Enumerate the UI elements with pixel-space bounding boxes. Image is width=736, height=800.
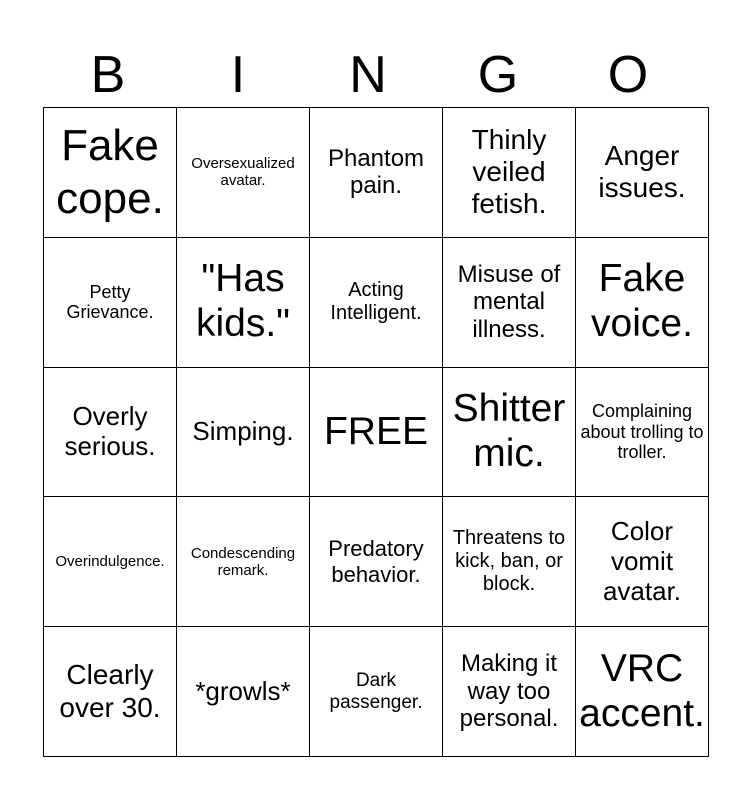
bingo-cell[interactable]: "Has kids." — [177, 237, 310, 367]
board-row-4 — [44, 497, 709, 627]
header-letter-i: I — [230, 46, 246, 104]
bingo-cell[interactable]: Clearly over 30. — [44, 627, 177, 757]
bingo-cell[interactable]: Overly serious. — [44, 367, 177, 497]
board-row-2 — [44, 237, 709, 367]
bingo-cell[interactable]: Condescending remark. — [177, 497, 310, 627]
bingo-cell[interactable]: Simping. — [177, 367, 310, 497]
board-row-3 — [44, 367, 709, 497]
bingo-cell[interactable]: Acting Intelligent. — [310, 237, 443, 367]
bingo-cell[interactable]: Predatory behavior. — [310, 497, 443, 627]
bingo-cell[interactable]: Overindulgence. — [44, 497, 177, 627]
bingo-cell[interactable]: Making it way too personal. — [443, 627, 576, 757]
bingo-cell[interactable]: *growls* — [177, 627, 310, 757]
bingo-board — [43, 107, 709, 757]
bingo-cell[interactable]: Fake voice. — [576, 237, 709, 367]
bingo-cell[interactable]: Fake cope. — [44, 108, 177, 238]
bingo-cell[interactable]: Petty Grievance. — [44, 237, 177, 367]
bingo-cell[interactable]: Phantom pain. — [310, 108, 443, 238]
free-space[interactable]: FREE — [310, 367, 443, 497]
header-letter-b: B — [90, 46, 126, 104]
bingo-cell[interactable]: Oversexualized avatar. — [177, 108, 310, 238]
bingo-cell[interactable]: Misuse of mental illness. — [443, 237, 576, 367]
header-letter-n: N — [349, 46, 387, 104]
header-letter-g: G — [477, 46, 519, 104]
bingo-cell[interactable]: Shitter mic. — [443, 367, 576, 497]
bingo-header — [43, 42, 693, 108]
bingo-cell[interactable]: Dark passenger. — [310, 627, 443, 757]
bingo-cell[interactable]: Anger issues. — [576, 108, 709, 238]
board-row-1 — [44, 108, 709, 238]
bingo-cell[interactable]: Complaining about trolling to troller. — [576, 367, 709, 497]
bingo-cell[interactable]: Thinly veiled fetish. — [443, 108, 576, 238]
bingo-cell[interactable]: VRC accent. — [576, 627, 709, 757]
bingo-cell[interactable]: Threatens to kick, ban, or block. — [443, 497, 576, 627]
board-row-5 — [44, 627, 709, 757]
bingo-cell[interactable]: Color vomit avatar. — [576, 497, 709, 627]
header-letter-o: O — [607, 46, 649, 104]
